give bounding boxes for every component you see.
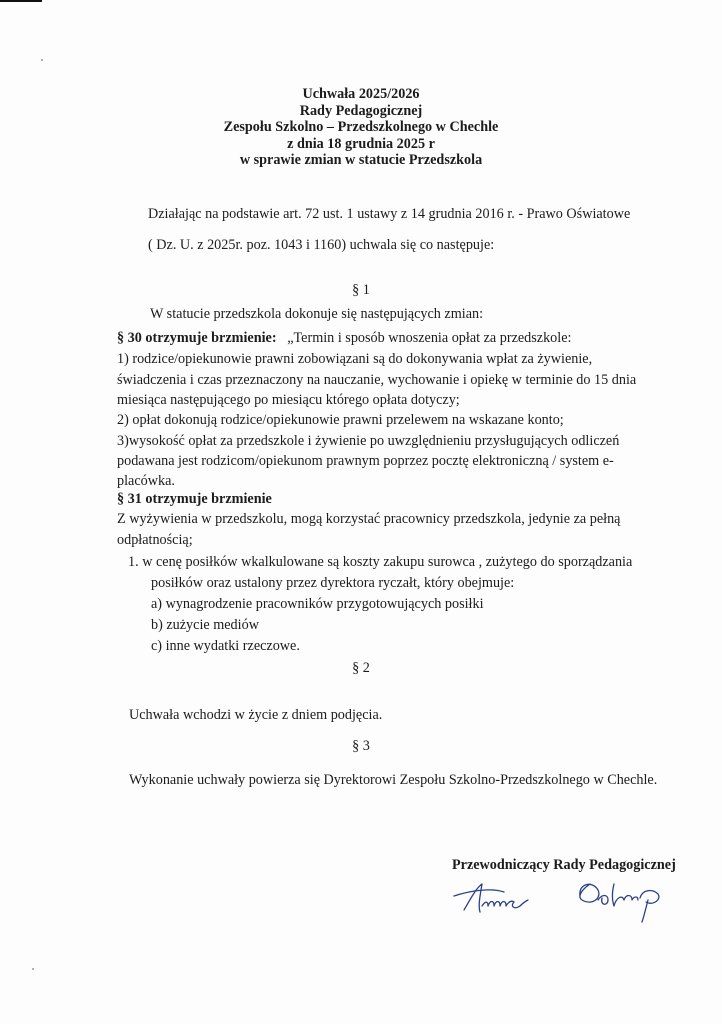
scan-speck [32,968,34,970]
resolution-subject: w sprawie zmian w statucie Przedszkola [239,152,483,169]
paragraph-31-line: Z wyżywienia w przedszkolu, mogą korzystać pracownicy przedszkola, jedynie za pełną [117,511,621,527]
paragraph-31-line: odpłatnością; [117,532,193,548]
section-1-heading: § 1 [352,282,370,298]
paragraph-31-label: § 31 otrzymuje brzmienie [117,491,272,507]
signatory-title: Przewodniczący Rady Pedagogicznej [452,857,676,873]
preamble-line-2: ( Dz. U. z 2025r. poz. 1043 i 1160) uchwala się co następuje: [148,237,495,253]
handwritten-signature [452,876,672,931]
paragraph-30-item: podawana jest rodzicom/opiekunom prawnym poprzez pocztę elektroniczną / system e- [117,453,614,469]
document-title-block [0,86,722,169]
section-2-heading: § 2 [352,660,370,676]
section-1-intro: W statucie przedszkola dokonuje się następujących zmian: [150,306,484,322]
paragraph-30-label: § 30 otrzymuje brzmienie: [117,330,277,346]
issuing-body: Rady Pedagogicznej [299,102,423,119]
scan-edge-mark [0,0,42,2]
paragraph-30-item: 2) opłat dokonują rodzice/opiekunowie prawni przelewem na wskazane konto; [117,412,564,428]
paragraph-30-line [117,330,571,347]
scan-speck [41,59,43,61]
resolution-number: Uchwała 2025/2026 [302,86,420,102]
paragraph-30-title: „Termin i sposób wnoszenia opłat za przedszkole: [287,330,572,346]
paragraph-31-line: posiłków oraz ustalony przez dyrektora ryczałt, który obejmuje: [151,575,515,591]
paragraph-30-item: miesiąca następującego po miesiącu którego opłata dotyczy; [117,392,460,408]
paragraph-31-line: 1. w cenę posiłków wkalkulowane są koszty zakupu surowca , zużytego do sporządzania [128,554,633,570]
institution-name: Zespołu Szkolno – Przedszkolnego w Chechle [223,119,499,136]
paragraph-31-subitem: c) inne wydatki rzeczowe. [151,638,300,654]
paragraph-30-item: placówka. [117,473,175,489]
paragraph-30-item: świadczenia i czas przeznaczony na nauczanie, wychowanie i opiekę w terminie do 15 dnia [117,372,637,388]
resolution-date: z dnia 18 grudnia 2025 r [287,135,435,152]
paragraph-30-item: 1) rodzice/opiekunowie prawni zobowiązani są do dokonywania wpłat za żywienie, [117,351,593,367]
section-3-text: Wykonanie uchwały powierza się Dyrektorowi Zespołu Szkolno-Przedszkolnego w Chechle. [129,772,658,788]
preamble-line-1: Działając na podstawie art. 72 ust. 1 ustawy z 14 grudnia 2016 r. - Prawo Oświatowe [148,206,631,222]
section-2-text: Uchwała wchodzi w życie z dniem podjęcia. [129,707,383,723]
paragraph-31-subitem: a) wynagrodzenie pracowników przygotowujących posiłki [151,596,484,612]
paragraph-30-item: 3)wysokość opłat za przedszkole i żywienie po uwzględnieniu przysługujących odliczeń [117,433,620,449]
section-3-heading: § 3 [352,738,370,754]
paragraph-31-subitem: b) zużycie mediów [151,617,259,633]
